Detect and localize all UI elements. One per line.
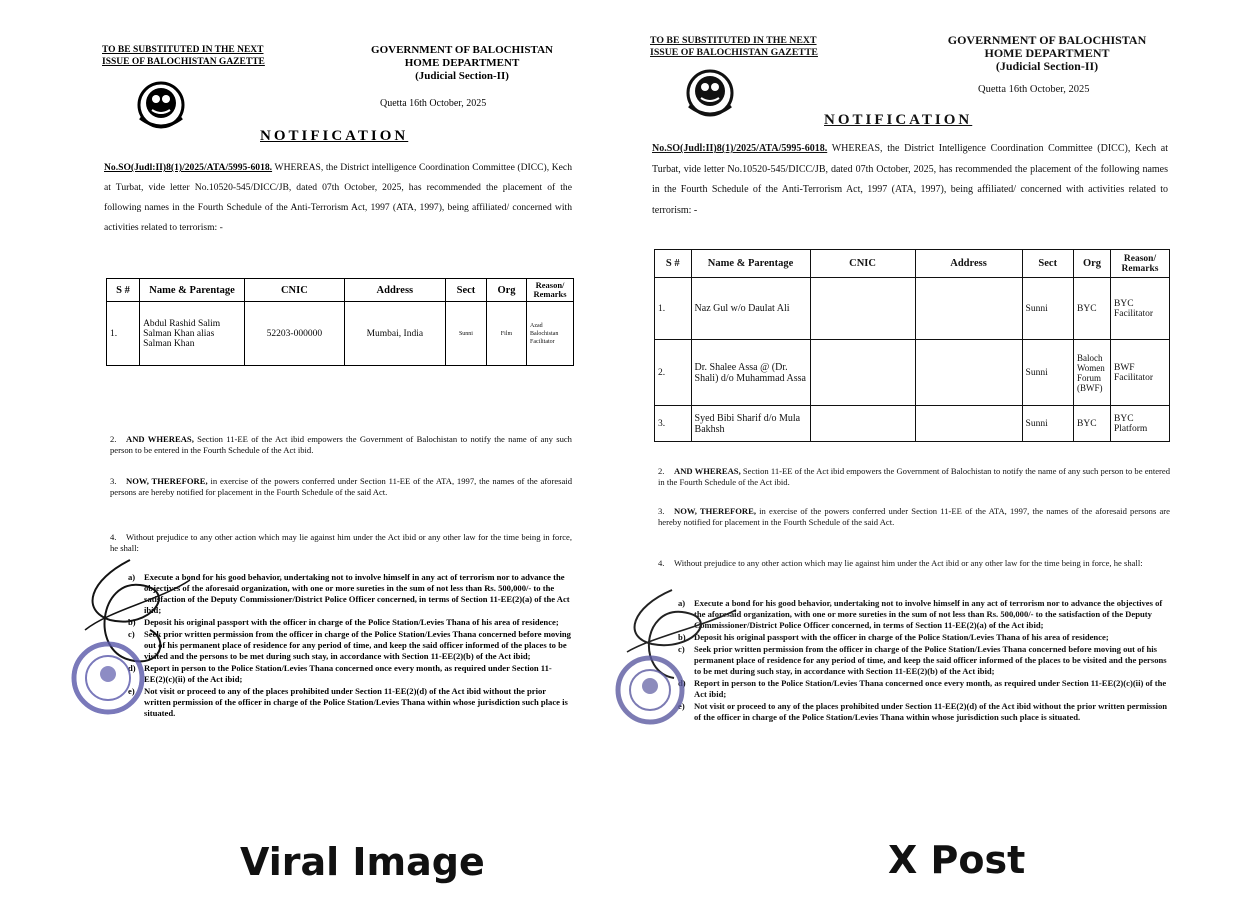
condition-e: e) Not visit or proceed to any of the places prohibited under Section 11-EE(2)(d) of the Act ibid without the prior written permission of the officer in charge of the Police Station/Levies Thana within whose jurisdiction such place is situated. (128, 686, 568, 718)
caption-viral-image: Viral Image (240, 840, 485, 884)
government-name: GOVERNMENT OF BALOCHISTAN (371, 44, 553, 56)
column-header: S # (107, 279, 140, 302)
redacted-cnic (810, 340, 915, 406)
table-row (655, 340, 1170, 406)
column-header: Sect (445, 279, 486, 302)
table-header-row (655, 250, 1170, 278)
substitution-note-line: ISSUE OF BALOCHISTAN GAZETTE (650, 47, 818, 58)
column-header: Reason/ Remarks (527, 279, 574, 302)
table-cell: Dr. Shalee Assa @ (Dr. Shali) d/o Muhammad Assa (691, 340, 810, 406)
paragraph-number: 2. (110, 434, 117, 444)
paragraph-2 (658, 466, 1170, 488)
table-row (107, 302, 574, 366)
paragraph-lead: AND WHEREAS, (674, 466, 741, 476)
government-header (922, 34, 1172, 73)
column-header: Org (486, 279, 526, 302)
table-cell: BYC Facilitator (1111, 278, 1170, 340)
substitution-note-line: TO BE SUBSTITUTED IN THE NEXT (102, 45, 264, 55)
column-header: Name & Parentage (691, 250, 810, 278)
condition-a: a) Execute a bond for his good behavior, undertaking not to involve himself in any act of terrorism nor to advance the objectives of the aforesaid organization, with one or more sureties in the sum of not less than Rs. 500,000/- to the satisfaction of the Deputy Commissioner/District Police Officer concerned, in terms of Section 11-EE(2)(a) of the Act ibid; (678, 598, 1163, 630)
table-cell: Syed Bibi Sharif d/o Mula Bakhsh (691, 406, 810, 442)
paragraph-text: Without prejudice to any other action which may lie against him under the Act ibid or any other law for the time being in force, he shall: (110, 532, 572, 553)
condition-b: b) Deposit his original passport with the officer in charge of the Police Station/Levies Thana of his area of residence; (678, 632, 1109, 642)
reference-number: No.SO(Judl:II)8(1)/2025/ATA/5995-6018. (104, 162, 273, 173)
table-cell: BYC (1074, 278, 1111, 340)
substitution-note (102, 44, 265, 68)
condition-b: b) Deposit his original passport with the officer in charge of the Police Station/Levies Thana of his area of residence; (128, 617, 559, 627)
paragraph-text: in exercise of the powers conferred under Section 11-EE of the ATA, 1997, the names of the aforesaid persons are hereby notified for placement in the Fourth Schedule of the said Act. (658, 506, 1170, 527)
redacted-cnic (810, 278, 915, 340)
section-name: (Judicial Section-II) (995, 59, 1099, 73)
table-cell: 1. (655, 278, 692, 340)
column-header: Address (344, 279, 445, 302)
paragraph-2 (110, 434, 572, 456)
table-cell: BYC Platform (1111, 406, 1170, 442)
paragraph-3 (658, 506, 1170, 528)
column-header: Address (915, 250, 1022, 278)
condition-c: c) Seek prior written permission from the officer in charge of the Police Station/Levies Thana concerned before moving out of his permanent place of residence for any period of time, and keep the said officer informed of the places to be visited and the persons to be met during such stay, in accordance with Section 11-EE(2)(b) of the Act ibid; (678, 644, 1167, 676)
paragraph-number: 3. (110, 476, 117, 486)
table-cell: Abdul Rashid Salim Salman Khan alias Salman Khan (140, 302, 245, 366)
redacted-address (915, 406, 1022, 442)
paragraph-text: Section 11-EE of the Act ibid empowers the Government of Balochistan to notify the name of any such person to be entered in the Fourth Schedule of the Act ibid. (658, 466, 1170, 487)
redacted-cnic (810, 406, 915, 442)
table-cell: Film (486, 302, 526, 366)
government-emblem-icon (680, 62, 740, 120)
redacted-address (915, 340, 1022, 406)
condition-a: a) Execute a bond for his good behavior, undertaking not to involve himself in any act of terrorism nor to advance the objectives of the aforesaid organization, with one or more sureties in the sum of not less than Rs. 500,000/- to the satisfaction of the Deputy Commissioner/District Police Officer concerned, in terms of Section 11-EE(2)(a) of the Act ibid; (128, 572, 570, 615)
signature-stamp-icon (70, 550, 200, 740)
conditions-list (678, 598, 1170, 724)
substitution-note-line: ISSUE OF BALOCHISTAN GAZETTE (102, 57, 265, 67)
paragraph-text: Without prejudice to any other action which may lie against him under the Act ibid or any other law for the time being in force, he shall: (674, 558, 1143, 568)
opening-paragraph (652, 139, 1168, 221)
substitution-note-line: TO BE SUBSTITUTED IN THE NEXT (650, 35, 817, 46)
table-cell: 3. (655, 406, 692, 442)
government-header (352, 44, 572, 83)
redacted-address (915, 278, 1022, 340)
notification-title: NOTIFICATION (260, 128, 409, 144)
column-header: CNIC (810, 250, 915, 278)
department-name: HOME DEPARTMENT (404, 57, 520, 69)
schedule-table (106, 278, 574, 366)
column-header: Name & Parentage (140, 279, 245, 302)
table-cell: Naz Gul w/o Daulat Ali (691, 278, 810, 340)
date-line: Quetta 16th October, 2025 (978, 84, 1090, 95)
paragraph-lead: NOW, THEREFORE, (674, 506, 756, 516)
notification-title: NOTIFICATION (824, 112, 973, 128)
opening-paragraph (104, 158, 572, 238)
paragraph-number: 4. (658, 558, 665, 568)
department-name: HOME DEPARTMENT (984, 46, 1110, 60)
government-emblem-icon (132, 74, 190, 132)
opening-paragraph-text: WHEREAS, the District intelligence Coordination Committee (DICC), Kech at Turbat, vide letter No.10520-545/DICC/JB, dated 07th October, 2025, has recommended the placement of the following names in the Fourth Schedule of the Anti-Terrorism Act, 1997 (ATA, 1997), being affiliated/ concerned with activities related to terrorism: - (104, 162, 572, 233)
table-cell: 1. (107, 302, 140, 366)
date-line: Quetta 16th October, 2025 (380, 98, 487, 109)
column-header: S # (655, 250, 692, 278)
paragraph-3 (110, 476, 572, 498)
schedule-table (654, 249, 1170, 442)
table-cell: Sunni (1022, 278, 1073, 340)
table-header-row (107, 279, 574, 302)
table-cell: Baloch Women Forum (BWF) (1074, 340, 1111, 406)
paragraph-number: 3. (658, 506, 665, 516)
section-name: (Judicial Section-II) (415, 70, 509, 82)
column-header: Sect (1022, 250, 1073, 278)
table-cell: Sunni (1022, 340, 1073, 406)
paragraph-lead: NOW, THEREFORE, (126, 476, 208, 486)
table-cell: Sunni (1022, 406, 1073, 442)
paragraph-text: Section 11-EE of the Act ibid empowers the Government of Balochistan to notify the name of any such person to be entered in the Fourth Schedule of the Act ibid. (110, 434, 572, 455)
table-cell: Mumbai, India (344, 302, 445, 366)
viral-document (70, 30, 580, 810)
paragraph-number: 2. (658, 466, 665, 476)
condition-e: e) Not visit or proceed to any of the places prohibited under Section 11-EE(2)(d) of the Act ibid without the prior written permission of the officer in charge of the Police Station/Levies Thana within whose jurisdiction such place is situated. (678, 701, 1168, 722)
caption-x-post: X Post (888, 838, 1026, 882)
opening-paragraph-text: WHEREAS, the District Intelligence Coordination Committee (DICC), Kech at Turbat, vide letter No.10520-545/DICC/JB, dated 07th October, 2025, has recommended the placement of the following names in the Fourth Schedule of the Anti-Terrorism Act, 1997 (ATA, 1997), being affiliated/ concerned with activities related to terrorism: - (652, 143, 1168, 216)
column-header: Reason/ Remarks (1111, 250, 1170, 278)
government-name: GOVERNMENT OF BALOCHISTAN (947, 33, 1147, 47)
paragraph-4 (658, 558, 1170, 569)
table-cell: Azad Balochistan Facilitator (527, 302, 574, 366)
table-cell: 52203-000000 (245, 302, 345, 366)
x-post-document (612, 22, 1182, 812)
table-row (655, 406, 1170, 442)
reference-number: No.SO(Judl:II)8(1)/2025/ATA/5995-6018. (652, 143, 828, 154)
condition-d: d) Report in person to the Police Station/Levies Thana concerned once every month, as required under Section 11-EE(2)(c)(ii) of the Act ibid; (128, 663, 552, 684)
signature-stamp-icon (612, 582, 742, 732)
table-row (655, 278, 1170, 340)
paragraph-text: in exercise of the powers conferred under Section 11-EE of the ATA, 1997, the names of the aforesaid persons are hereby notified for placement in the Fourth Schedule of the said Act. (110, 476, 572, 497)
column-header: Org (1074, 250, 1111, 278)
column-header: CNIC (245, 279, 345, 302)
table-cell: 2. (655, 340, 692, 406)
table-cell: BWF Facilitator (1111, 340, 1170, 406)
condition-d: d) Report in person to the Police Station/Levies Thana concerned once every month, as required under Section 11-EE(2)(c)(ii) of the Act ibid; (678, 678, 1167, 699)
condition-c: c) Seek prior written permission from the officer in charge of the Police Station/Levies Thana concerned before moving out of his permanent place of residence for any period of time, and keep the said officer informed of the places to be visited and the persons to be met during such stay, in accordance with Section 11-EE(2)(b) of the Act ibid; (128, 629, 571, 661)
paragraph-lead: AND WHEREAS, (126, 434, 194, 444)
table-cell: Sunni (445, 302, 486, 366)
paragraph-number: 4. (110, 532, 117, 542)
substitution-note (650, 35, 818, 59)
table-cell: BYC (1074, 406, 1111, 442)
